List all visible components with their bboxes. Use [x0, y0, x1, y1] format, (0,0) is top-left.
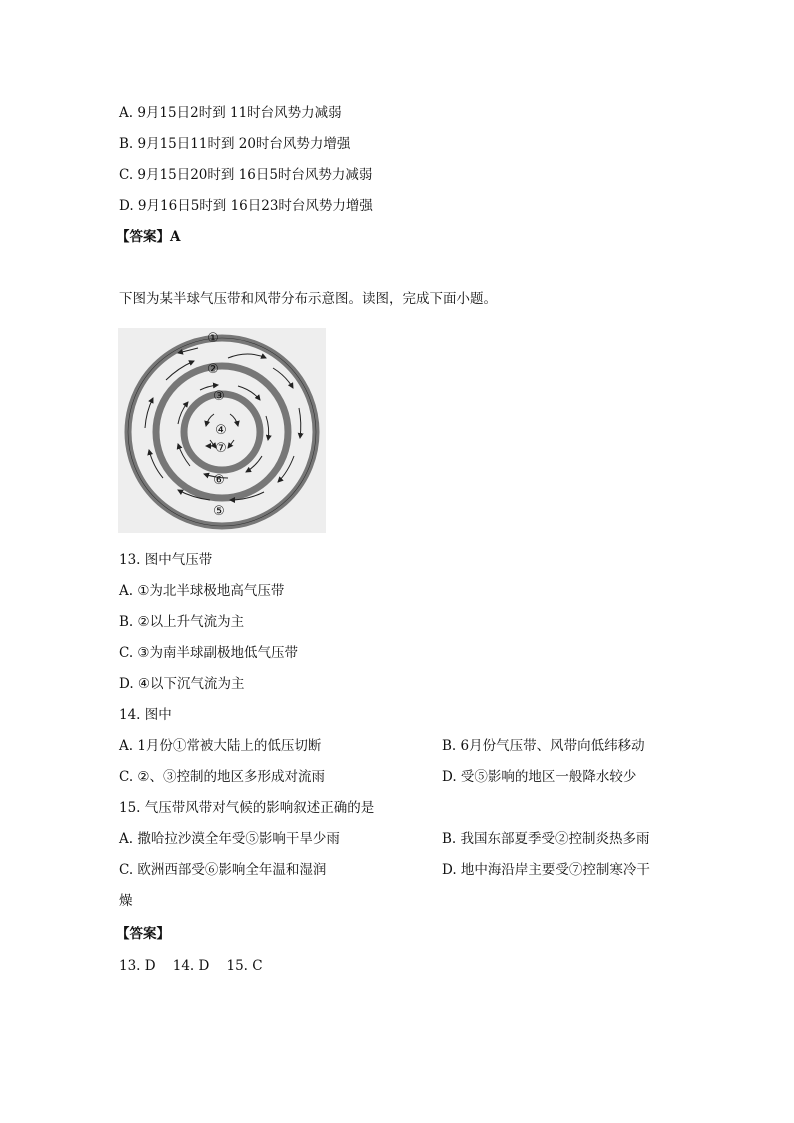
- label-3: ③: [213, 389, 225, 404]
- q13-option-b: B. ②以上升气流为主: [119, 614, 245, 630]
- q12-option-c: C. 9月15日20时到 16日5时台风势力减弱: [119, 167, 373, 183]
- q15-stem: 15. 气压带风带对气候的影响叙述正确的是: [119, 800, 375, 816]
- label-5: ⑤: [213, 504, 225, 519]
- q14-option-c: C. ②、③控制的地区多形成对流雨: [119, 769, 326, 785]
- answer-1: 【答案】A: [116, 229, 181, 245]
- label-4: ④: [215, 423, 227, 438]
- q13-option-d: D. ④以下沉气流为主: [119, 676, 245, 692]
- q15-option-c: C. 欧洲西部受⑥影响全年温和湿润: [119, 862, 327, 878]
- q15-option-d-wrap: 燥: [119, 893, 133, 909]
- q13-stem: 13. 图中气压带: [119, 552, 213, 568]
- q15-option-d: D. 地中海沿岸主要受⑦控制寒冷干: [442, 862, 650, 878]
- pressure-wind-belt-diagram: [118, 328, 326, 533]
- answer-2-values: 13. D 14. D 15. C: [119, 958, 263, 974]
- answer-2-label: 【答案】: [116, 926, 170, 942]
- intro-text: 下图为某半球气压带和风带分布示意图。读图，完成下面小题。: [119, 291, 497, 307]
- q15-option-b: B. 我国东部夏季受②控制炎热多雨: [442, 831, 650, 847]
- q12-option-b: B. 9月15日11时到 20时台风势力增强: [119, 136, 351, 152]
- q14-option-d: D. 受⑤影响的地区一般降水较少: [442, 769, 637, 785]
- q14-stem: 14. 图中: [119, 707, 172, 723]
- q12-option-d: D. 9月16日5时到 16日23时台风势力增强: [119, 198, 373, 214]
- label-1: ①: [207, 331, 219, 346]
- q14-option-b: B. 6月份气压带、风带向低纬移动: [442, 738, 645, 754]
- label-6: ⑥: [213, 473, 225, 488]
- q14-option-a: A. 1月份①常被大陆上的低压切断: [119, 738, 322, 754]
- q12-option-a: A. 9月15日2时到 11时台风势力减弱: [119, 105, 342, 121]
- q15-option-a: A. 撒哈拉沙漠全年受⑤影响干旱少雨: [119, 831, 340, 847]
- q13-option-a: A. ①为北半球极地高气压带: [119, 583, 285, 599]
- label-2: ②: [207, 362, 219, 377]
- label-7: ⑦: [215, 441, 227, 456]
- q13-option-c: C. ③为南半球副极地低气压带: [119, 645, 299, 661]
